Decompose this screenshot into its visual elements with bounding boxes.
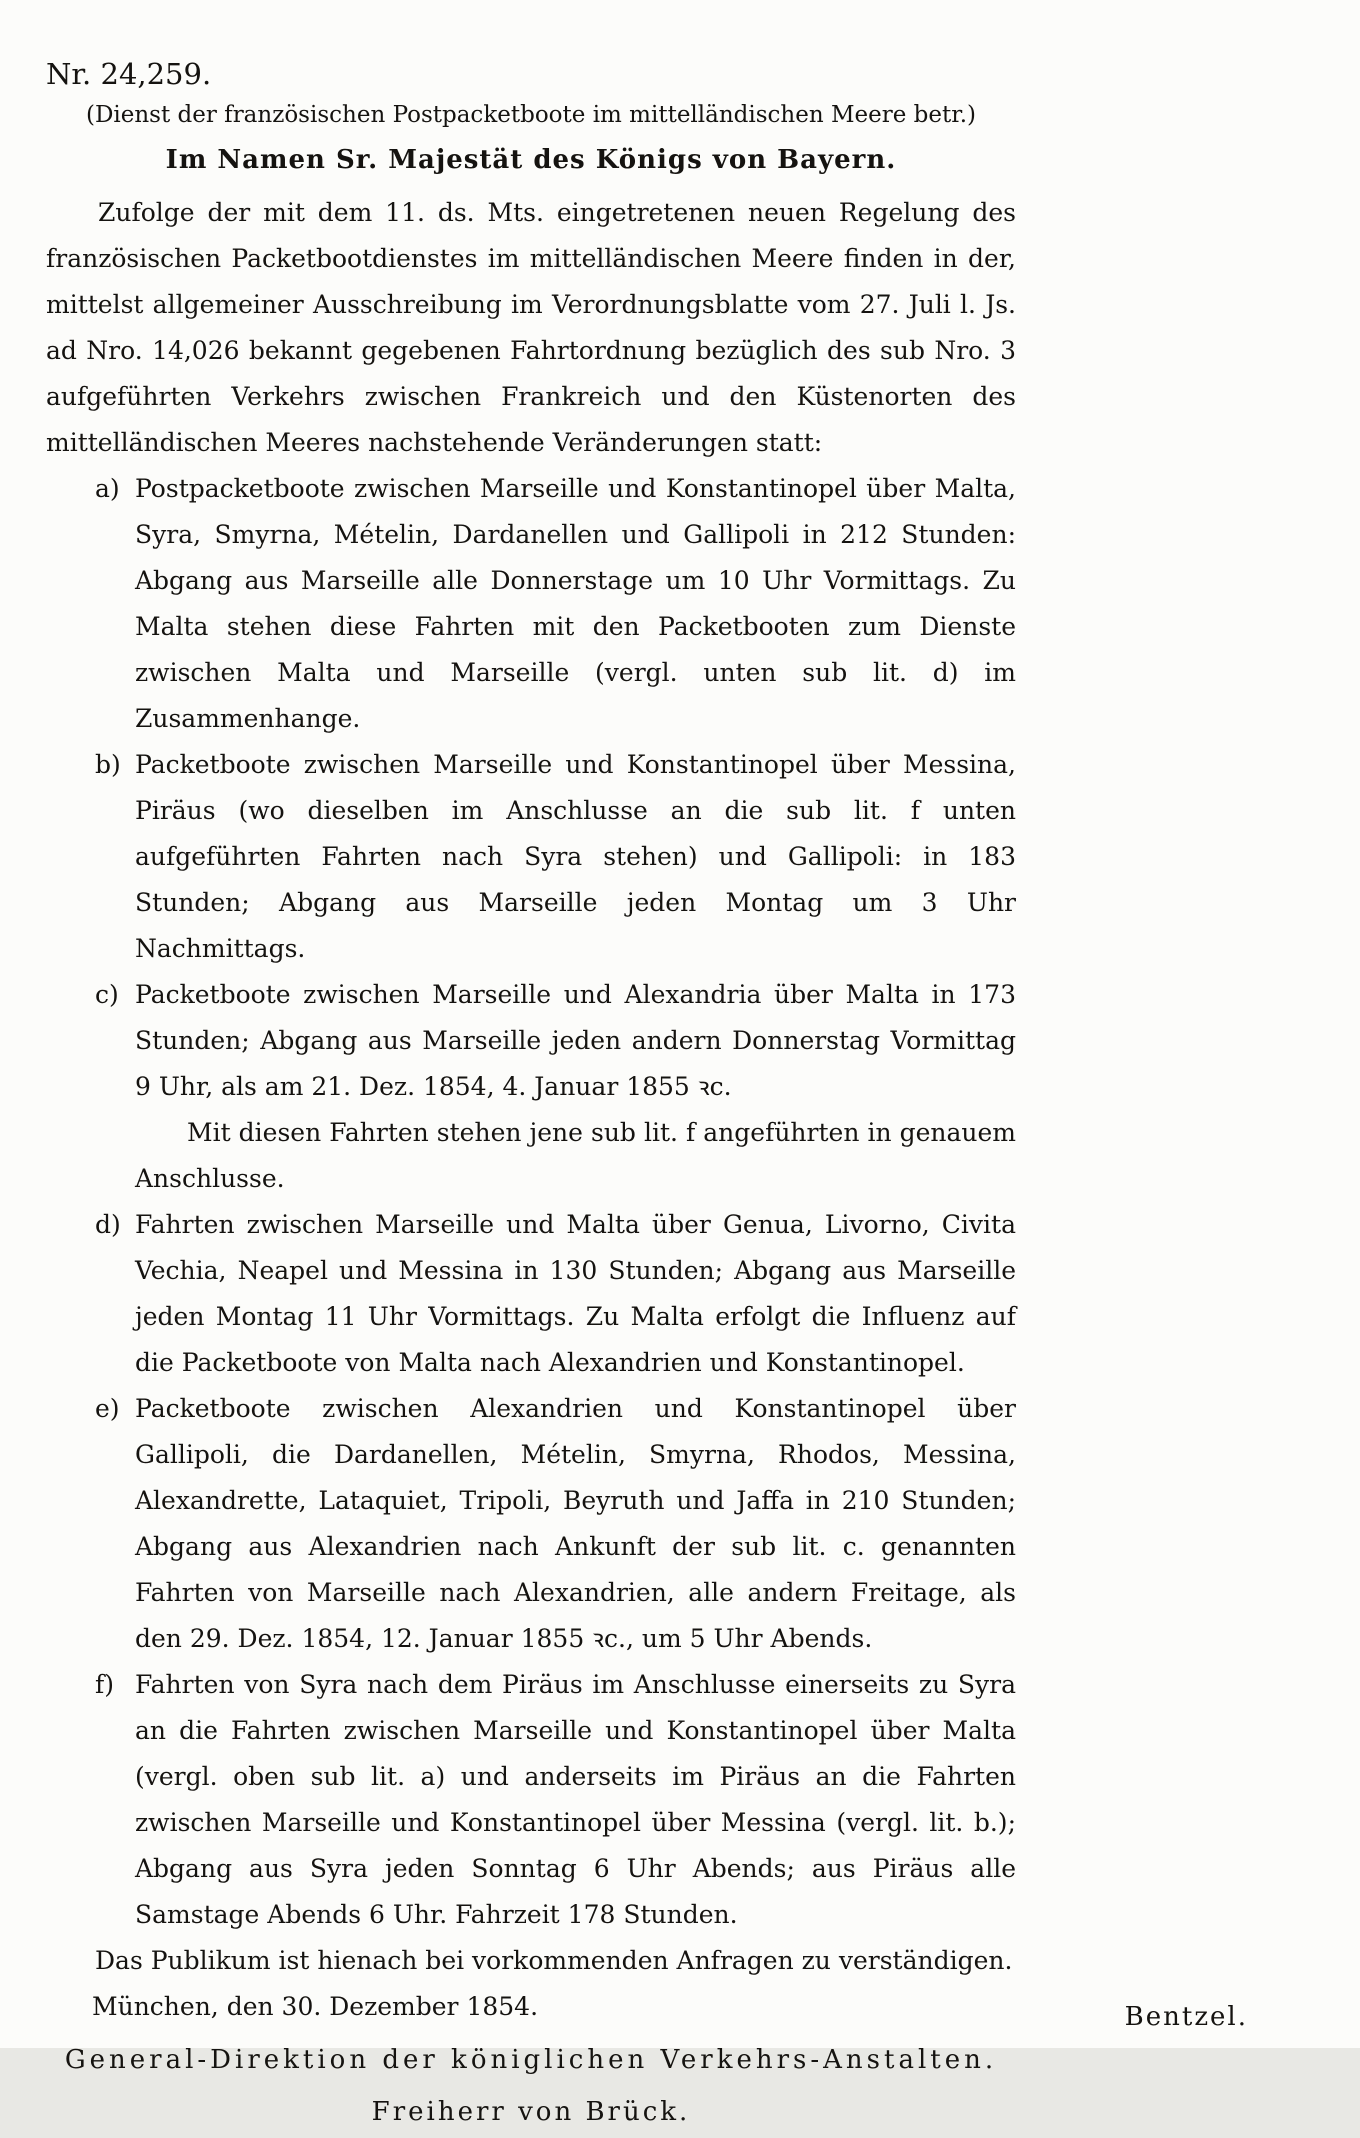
item-label: c) xyxy=(95,980,119,1009)
item-text: Packetboote zwischen Marseille und Konstantinopel über Messina, Piräus (wo dieselben im Anschlusse an die sub lit. f unten aufgeführten Fahrten nach Syra stehen) und Gallipoli: in 183 Stunden; Abgang aus Marseille jeden Montag um 3 Uhr Nachmittags. xyxy=(135,750,1016,963)
item-label: e) xyxy=(95,1394,120,1423)
item-body xyxy=(135,466,1016,742)
schedule-item-f xyxy=(46,1662,1016,1938)
schedule-item-a xyxy=(46,466,1016,742)
signature: Freiherr von Brück. xyxy=(371,2097,691,2127)
closing-paragraph: Das Publikum ist hienach bei vorkommenden Anfragen zu verständigen. xyxy=(95,1946,1013,1975)
royal-proclamation: Im Namen Sr. Majestät des Königs von Bayern. xyxy=(165,145,897,175)
countersignature: Bentzel. xyxy=(1124,2002,1248,2032)
item-body xyxy=(135,972,1016,1202)
item-note: Mit diesen Fahrten stehen jene sub lit. f angeführten in genauem Anschlusse. xyxy=(135,1118,1016,1193)
item-body xyxy=(135,1662,1016,1938)
schedule-list xyxy=(46,466,1016,1938)
item-label: d) xyxy=(95,1210,121,1239)
item-label: a) xyxy=(95,474,120,503)
document-number: Nr. 24,259. xyxy=(46,57,212,91)
issuing-authority: General-Direktion der königlichen Verkehrs-Anstalten. xyxy=(64,2045,998,2075)
item-body xyxy=(135,1386,1016,1662)
item-label: f) xyxy=(95,1670,115,1699)
item-text: Postpacketboote zwischen Marseille und Konstantinopel über Malta, Syra, Smyrna, Mételin, Dardanellen und Gallipoli in 212 Stunden: Abgang aus Marseille alle Donnerstage um 10 Uhr Vormittags. Zu Malta stehen diese Fahrten mit den Packetbooten zum Dienste zwischen Malta und Marseille (vergl. unten sub lit. d) im Zusammenhange. xyxy=(135,474,1016,733)
item-text: Fahrten zwischen Marseille und Malta über Genua, Livorno, Civita Vechia, Neapel und Messina in 130 Stunden; Abgang aus Marseille jeden Montag 11 Uhr Vormittags. Zu Malta erfolgt die Influenz auf die Packetboote von Malta nach Alexandrien und Konstantinopel. xyxy=(135,1210,1016,1377)
schedule-item-c xyxy=(46,972,1016,1202)
item-label: b) xyxy=(95,750,121,779)
item-body xyxy=(135,742,1016,972)
item-body xyxy=(135,1202,1016,1386)
dateline: München, den 30. Dezember 1854. xyxy=(92,1992,539,2021)
schedule-item-d xyxy=(46,1202,1016,1386)
intro-paragraph: Zufolge der mit dem 11. ds. Mts. eingetretenen neuen Regelung des französischen Packetbootdienstes im mittelländischen Meere finden in der, mittelst allgemeiner Ausschreibung im Verordnungsblatte vom 27. Juli l. Js. ad Nro. 14,026 bekannt gegebenen Fahrtordnung bezüglich des sub Nro. 3 aufgeführten Verkehrs zwischen Frankreich und den Küstenorten des mittelländischen Meeres nachstehende Veränderungen statt: xyxy=(46,198,1016,457)
subject-line: (Dienst der französischen Postpacketboote im mittelländischen Meere betr.) xyxy=(85,102,976,128)
schedule-item-b xyxy=(46,742,1016,972)
schedule-item-e xyxy=(46,1386,1016,1662)
item-text: Fahrten von Syra nach dem Piräus im Anschlusse einerseits zu Syra an die Fahrten zwischen Marseille und Konstantinopel über Malta (vergl. oben sub lit. a) und anderseits im Piräus an die Fahrten zwischen Marseille und Konstantinopel über Messina (vergl. lit. b.); Abgang aus Syra jeden Sonntag 6 Uhr Abends; aus Piräus alle Samstage Abends 6 Uhr. Fahrzeit 178 Stunden. xyxy=(135,1670,1016,1929)
item-text: Packetboote zwischen Marseille und Alexandria über Malta in 173 Stunden; Abgang aus Marseille jeden andern Donnerstag Vormittag 9 Uhr, als am 21. Dez. 1854, 4. Januar 1855 ꝛc. xyxy=(135,980,1016,1101)
item-text: Packetboote zwischen Alexandrien und Konstantinopel über Gallipoli, die Dardanellen, Mételin, Smyrna, Rhodos, Messina, Alexandrette, Lataquiet, Tripoli, Beyruth und Jaffa in 210 Stunden; Abgang aus Alexandrien nach Ankunft der sub lit. c. genannten Fahrten von Marseille nach Alexandrien, alle andern Freitage, als den 29. Dez. 1854, 12. Januar 1855 ꝛc., um 5 Uhr Abends. xyxy=(135,1394,1016,1653)
